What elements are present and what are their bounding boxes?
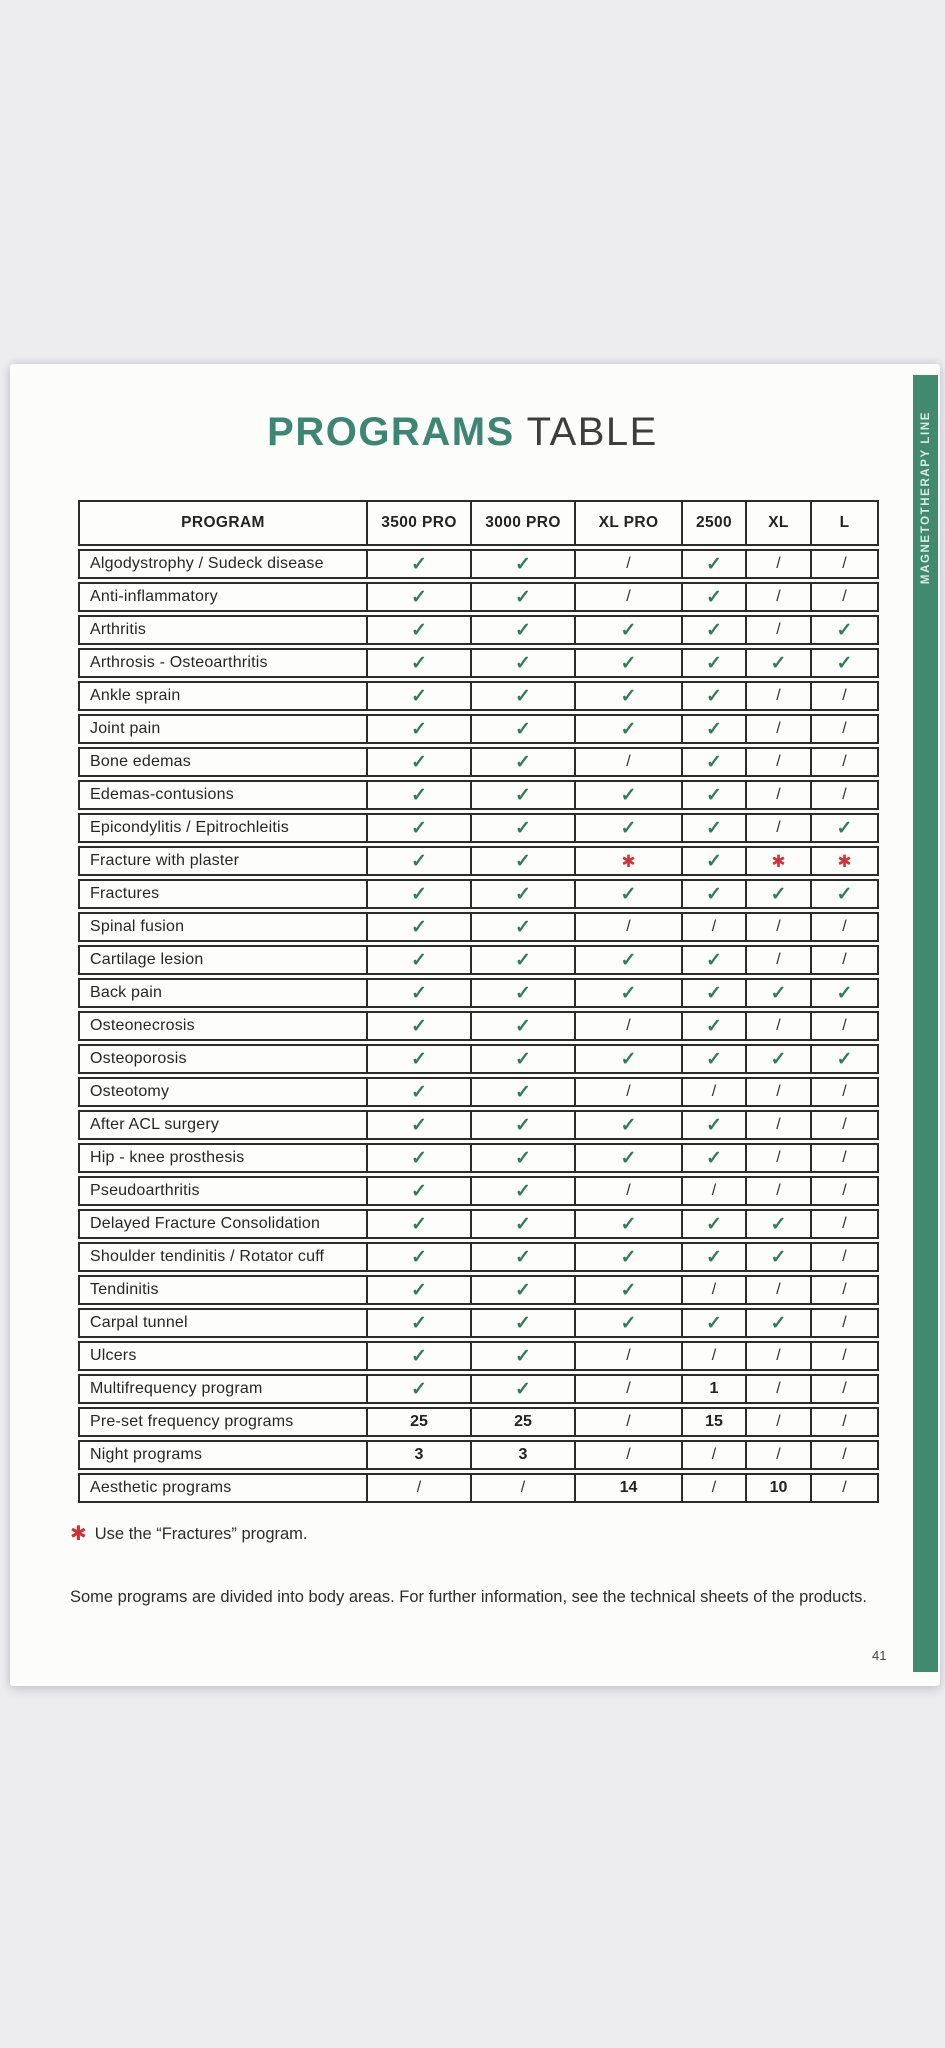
- cell-check-icon: ✓: [810, 617, 877, 643]
- cell-check-icon: ✓: [470, 1211, 574, 1237]
- cell-slash: /: [810, 1178, 877, 1204]
- cell-check-icon: ✓: [366, 1046, 470, 1072]
- cell-check-icon: ✓: [470, 584, 574, 610]
- cell-slash: /: [745, 716, 810, 742]
- table-row: [78, 1473, 879, 1503]
- cell-slash: /: [681, 914, 745, 940]
- cell-value: 1: [681, 1376, 745, 1402]
- cell-check-icon: ✓: [681, 683, 745, 709]
- cell-check-icon: ✓: [366, 980, 470, 1006]
- cell-check-icon: ✓: [574, 782, 681, 808]
- cell-slash: /: [745, 1376, 810, 1402]
- cell-check-icon: ✓: [810, 881, 877, 907]
- cell-check-icon: ✓: [366, 1079, 470, 1105]
- cell-slash: /: [810, 1409, 877, 1435]
- program-name-cell: Epicondylitis / Epitrochleitis: [90, 819, 289, 836]
- program-name-cell: After ACL surgery: [90, 1116, 220, 1133]
- cell-slash: /: [810, 947, 877, 973]
- cell-check-icon: ✓: [470, 749, 574, 775]
- cell-slash: /: [745, 1277, 810, 1303]
- cell-check-icon: ✓: [366, 551, 470, 577]
- table-row: [78, 1407, 879, 1437]
- cell-slash: /: [574, 1079, 681, 1105]
- table-row: [78, 1011, 879, 1041]
- cell-slash: /: [810, 1376, 877, 1402]
- cell-slash: /: [810, 782, 877, 808]
- program-name-cell: Multifrequency program: [90, 1380, 263, 1397]
- cell-check-icon: ✓: [810, 1046, 877, 1072]
- program-name-cell: Osteoporosis: [90, 1050, 187, 1067]
- program-name-cell: Pre-set frequency programs: [90, 1413, 294, 1430]
- cell-check-icon: ✓: [470, 617, 574, 643]
- cell-check-icon: ✓: [470, 1145, 574, 1171]
- cell-check-icon: ✓: [470, 881, 574, 907]
- column-header-l: L: [810, 502, 877, 544]
- cell-check-icon: ✓: [470, 782, 574, 808]
- program-name-cell: Tendinitis: [90, 1281, 159, 1298]
- cell-value: 15: [681, 1409, 745, 1435]
- cell-check-icon: ✓: [366, 782, 470, 808]
- cell-slash: /: [681, 1343, 745, 1369]
- magnetotherapy-line-label: MAGNETOTHERAPY LINE: [919, 411, 932, 585]
- cell-check-icon: ✓: [366, 848, 470, 874]
- cell-check-icon: ✓: [681, 947, 745, 973]
- program-name-cell: Aesthetic programs: [90, 1479, 232, 1496]
- cell-value: 3: [470, 1442, 574, 1468]
- cell-slash: /: [470, 1475, 574, 1501]
- program-name-cell: Algodystrophy / Sudeck disease: [90, 555, 324, 572]
- cell-check-icon: ✓: [681, 848, 745, 874]
- page-number: 41: [872, 1648, 887, 1663]
- table-row: [78, 1242, 879, 1272]
- cell-check-icon: ✓: [810, 980, 877, 1006]
- cell-check-icon: ✓: [681, 1112, 745, 1138]
- cell-slash: /: [574, 551, 681, 577]
- cell-check-icon: ✓: [745, 980, 810, 1006]
- table-row: [78, 1341, 879, 1371]
- cell-slash: /: [810, 1079, 877, 1105]
- cell-slash: /: [745, 815, 810, 841]
- cell-check-icon: ✓: [681, 617, 745, 643]
- cell-check-icon: ✓: [366, 584, 470, 610]
- cell-check-icon: ✓: [470, 650, 574, 676]
- cell-slash: /: [745, 1079, 810, 1105]
- cell-slash: /: [366, 1475, 470, 1501]
- cell-check-icon: ✓: [366, 617, 470, 643]
- cell-asterisk-icon: ✱: [810, 848, 877, 874]
- cell-slash: /: [745, 914, 810, 940]
- cell-check-icon: ✓: [681, 584, 745, 610]
- cell-slash: /: [574, 914, 681, 940]
- cell-check-icon: ✓: [470, 716, 574, 742]
- cell-value: 14: [574, 1475, 681, 1501]
- cell-slash: /: [681, 1178, 745, 1204]
- cell-value: 10: [745, 1475, 810, 1501]
- cell-check-icon: ✓: [366, 1211, 470, 1237]
- cell-check-icon: ✓: [574, 947, 681, 973]
- cell-slash: /: [681, 1442, 745, 1468]
- cell-value: 25: [470, 1409, 574, 1435]
- table-row: [78, 1275, 879, 1305]
- cell-slash: /: [574, 584, 681, 610]
- cell-slash: /: [574, 1442, 681, 1468]
- cell-check-icon: ✓: [745, 1310, 810, 1336]
- program-name-cell: Edemas-contusions: [90, 786, 234, 803]
- cell-check-icon: ✓: [745, 1211, 810, 1237]
- table-row: [78, 1374, 879, 1404]
- cell-check-icon: ✓: [470, 1343, 574, 1369]
- program-name-cell: Back pain: [90, 984, 163, 1001]
- program-name-cell: Ankle sprain: [90, 687, 181, 704]
- program-name-cell: Osteotomy: [90, 1083, 170, 1100]
- cell-check-icon: ✓: [366, 683, 470, 709]
- table-row: [78, 1440, 879, 1470]
- cell-slash: /: [745, 683, 810, 709]
- table-row: [78, 879, 879, 909]
- cell-check-icon: ✓: [470, 1079, 574, 1105]
- table-row: [78, 615, 879, 645]
- program-name-cell: Arthritis: [90, 621, 147, 638]
- cell-slash: /: [745, 1442, 810, 1468]
- cell-asterisk-icon: ✱: [745, 848, 810, 874]
- cell-check-icon: ✓: [574, 815, 681, 841]
- program-name-cell: Osteonecrosis: [90, 1017, 195, 1034]
- program-name-cell: Anti-inflammatory: [90, 588, 218, 605]
- cell-check-icon: ✓: [574, 1310, 681, 1336]
- cell-check-icon: ✓: [366, 749, 470, 775]
- cell-value: 3: [366, 1442, 470, 1468]
- cell-slash: /: [745, 749, 810, 775]
- page-title: [10, 408, 915, 456]
- program-name-cell: Delayed Fracture Consolidation: [90, 1215, 321, 1232]
- cell-slash: /: [745, 1112, 810, 1138]
- cell-check-icon: ✓: [470, 551, 574, 577]
- cell-check-icon: ✓: [681, 1046, 745, 1072]
- table-row: [78, 912, 879, 942]
- program-name-cell: Spinal fusion: [90, 918, 185, 935]
- cell-check-icon: ✓: [681, 782, 745, 808]
- cell-check-icon: ✓: [366, 1343, 470, 1369]
- column-header-xl: XL: [745, 502, 810, 544]
- cell-slash: /: [745, 584, 810, 610]
- program-name-cell: Hip - knee prosthesis: [90, 1149, 245, 1166]
- cell-slash: /: [574, 749, 681, 775]
- cell-check-icon: ✓: [574, 1211, 681, 1237]
- column-header-xl-pro: XL PRO: [574, 502, 681, 544]
- cell-slash: /: [810, 1442, 877, 1468]
- cell-slash: /: [681, 1277, 745, 1303]
- programs-table: [78, 500, 879, 1503]
- cell-slash: /: [745, 1409, 810, 1435]
- document-page: [10, 364, 940, 1686]
- cell-slash: /: [574, 1013, 681, 1039]
- column-header-3500-pro: 3500 PRO: [366, 502, 470, 544]
- cell-slash: /: [810, 1145, 877, 1171]
- cell-check-icon: ✓: [681, 749, 745, 775]
- cell-check-icon: ✓: [470, 980, 574, 1006]
- table-row: [78, 648, 879, 678]
- cell-slash: /: [810, 1112, 877, 1138]
- cell-slash: /: [745, 1013, 810, 1039]
- table-row: [78, 1308, 879, 1338]
- red-asterisk-icon: ✱: [70, 1523, 87, 1545]
- footnote-text: Use the “Fractures” program.: [94, 1524, 308, 1543]
- program-name-cell: Fractures: [90, 885, 160, 902]
- cell-check-icon: ✓: [470, 1244, 574, 1270]
- column-header-program: PROGRAM: [181, 514, 265, 531]
- table-row: [78, 945, 879, 975]
- cell-check-icon: ✓: [366, 1376, 470, 1402]
- page-title-accent: PROGRAMS: [267, 410, 515, 454]
- cell-check-icon: ✓: [681, 716, 745, 742]
- cell-slash: /: [810, 584, 877, 610]
- cell-check-icon: ✓: [681, 881, 745, 907]
- program-name-cell: Joint pain: [90, 720, 161, 737]
- cell-slash: /: [810, 1310, 877, 1336]
- cell-check-icon: ✓: [681, 551, 745, 577]
- cell-check-icon: ✓: [574, 980, 681, 1006]
- program-name-cell: Bone edemas: [90, 753, 191, 770]
- cell-slash: /: [574, 1178, 681, 1204]
- cell-slash: /: [810, 1211, 877, 1237]
- cell-check-icon: ✓: [470, 815, 574, 841]
- cell-slash: /: [681, 1079, 745, 1105]
- cell-slash: /: [745, 1178, 810, 1204]
- table-row: [78, 1044, 879, 1074]
- cell-check-icon: ✓: [366, 716, 470, 742]
- cell-slash: /: [745, 947, 810, 973]
- cell-slash: /: [745, 782, 810, 808]
- table-row: [78, 1143, 879, 1173]
- cell-check-icon: ✓: [366, 1145, 470, 1171]
- cell-check-icon: ✓: [681, 1145, 745, 1171]
- cell-check-icon: ✓: [681, 1211, 745, 1237]
- column-header-3000-pro: 3000 PRO: [470, 502, 574, 544]
- cell-check-icon: ✓: [366, 1112, 470, 1138]
- cell-check-icon: ✓: [366, 815, 470, 841]
- cell-check-icon: ✓: [745, 1046, 810, 1072]
- cell-check-icon: ✓: [745, 650, 810, 676]
- cell-slash: /: [810, 683, 877, 709]
- cell-check-icon: ✓: [470, 1046, 574, 1072]
- table-row: [78, 681, 879, 711]
- table-header-row: [78, 500, 879, 546]
- cell-slash: /: [681, 1475, 745, 1501]
- program-name-cell: Pseudoarthritis: [90, 1182, 200, 1199]
- cell-check-icon: ✓: [574, 1145, 681, 1171]
- table-row: [78, 1110, 879, 1140]
- cell-slash: /: [810, 749, 877, 775]
- cell-check-icon: ✓: [470, 1277, 574, 1303]
- table-row: [78, 978, 879, 1008]
- cell-value: 25: [366, 1409, 470, 1435]
- cell-check-icon: ✓: [574, 1244, 681, 1270]
- cell-check-icon: ✓: [574, 716, 681, 742]
- table-row: [78, 747, 879, 777]
- cell-slash: /: [810, 551, 877, 577]
- magnetotherapy-line-tab: [913, 375, 938, 1672]
- cell-slash: /: [810, 1343, 877, 1369]
- table-row: [78, 714, 879, 744]
- table-row: [78, 813, 879, 843]
- cell-check-icon: ✓: [574, 683, 681, 709]
- cell-check-icon: ✓: [470, 848, 574, 874]
- program-name-cell: Ulcers: [90, 1347, 137, 1364]
- footnote: [70, 1524, 308, 1544]
- cell-slash: /: [745, 1343, 810, 1369]
- cell-check-icon: ✓: [366, 914, 470, 940]
- cell-check-icon: ✓: [681, 650, 745, 676]
- cell-check-icon: ✓: [574, 1112, 681, 1138]
- cell-slash: /: [810, 1277, 877, 1303]
- program-name-cell: Cartilage lesion: [90, 951, 204, 968]
- cell-check-icon: ✓: [366, 1310, 470, 1336]
- cell-slash: /: [745, 617, 810, 643]
- cell-check-icon: ✓: [681, 1013, 745, 1039]
- cell-slash: /: [574, 1409, 681, 1435]
- table-row: [78, 582, 879, 612]
- program-name-cell: Night programs: [90, 1446, 203, 1463]
- cell-check-icon: ✓: [574, 650, 681, 676]
- cell-check-icon: ✓: [745, 881, 810, 907]
- cell-check-icon: ✓: [681, 980, 745, 1006]
- cell-slash: /: [745, 1145, 810, 1171]
- program-name-cell: Fracture with plaster: [90, 852, 240, 869]
- cell-check-icon: ✓: [810, 650, 877, 676]
- cell-check-icon: ✓: [745, 1244, 810, 1270]
- cell-check-icon: ✓: [810, 815, 877, 841]
- cell-check-icon: ✓: [366, 881, 470, 907]
- cell-check-icon: ✓: [470, 1310, 574, 1336]
- cell-check-icon: ✓: [366, 650, 470, 676]
- cell-check-icon: ✓: [574, 1046, 681, 1072]
- cell-check-icon: ✓: [470, 683, 574, 709]
- cell-asterisk-icon: ✱: [574, 848, 681, 874]
- cell-check-icon: ✓: [574, 881, 681, 907]
- cell-slash: /: [574, 1376, 681, 1402]
- cell-check-icon: ✓: [366, 1178, 470, 1204]
- cell-check-icon: ✓: [574, 617, 681, 643]
- cell-slash: /: [810, 1475, 877, 1501]
- cell-slash: /: [810, 914, 877, 940]
- body-areas-note: Some programs are divided into body areas. For further information, see the technical sheets of the products.: [70, 1588, 868, 1606]
- cell-slash: /: [745, 551, 810, 577]
- cell-check-icon: ✓: [366, 1277, 470, 1303]
- cell-check-icon: ✓: [366, 947, 470, 973]
- cell-check-icon: ✓: [470, 914, 574, 940]
- table-row: [78, 780, 879, 810]
- cell-slash: /: [810, 716, 877, 742]
- cell-check-icon: ✓: [470, 1376, 574, 1402]
- cell-check-icon: ✓: [470, 947, 574, 973]
- program-name-cell: Shoulder tendinitis / Rotator cuff: [90, 1248, 325, 1265]
- cell-check-icon: ✓: [366, 1013, 470, 1039]
- table-row: [78, 549, 879, 579]
- program-name-cell: Arthrosis - Osteoarthritis: [90, 654, 268, 671]
- cell-check-icon: ✓: [470, 1178, 574, 1204]
- cell-slash: /: [574, 1343, 681, 1369]
- cell-slash: /: [810, 1013, 877, 1039]
- program-name-cell: Carpal tunnel: [90, 1314, 188, 1331]
- table-row: [78, 1176, 879, 1206]
- cell-check-icon: ✓: [681, 1310, 745, 1336]
- cell-check-icon: ✓: [470, 1112, 574, 1138]
- cell-check-icon: ✓: [470, 1013, 574, 1039]
- cell-check-icon: ✓: [681, 815, 745, 841]
- table-row: [78, 846, 879, 876]
- page-title-rest: TABLE: [514, 410, 658, 454]
- column-header-2500: 2500: [681, 502, 745, 544]
- cell-slash: /: [810, 1244, 877, 1270]
- table-row: [78, 1077, 879, 1107]
- table-row: [78, 1209, 879, 1239]
- cell-check-icon: ✓: [574, 1277, 681, 1303]
- cell-check-icon: ✓: [366, 1244, 470, 1270]
- cell-check-icon: ✓: [681, 1244, 745, 1270]
